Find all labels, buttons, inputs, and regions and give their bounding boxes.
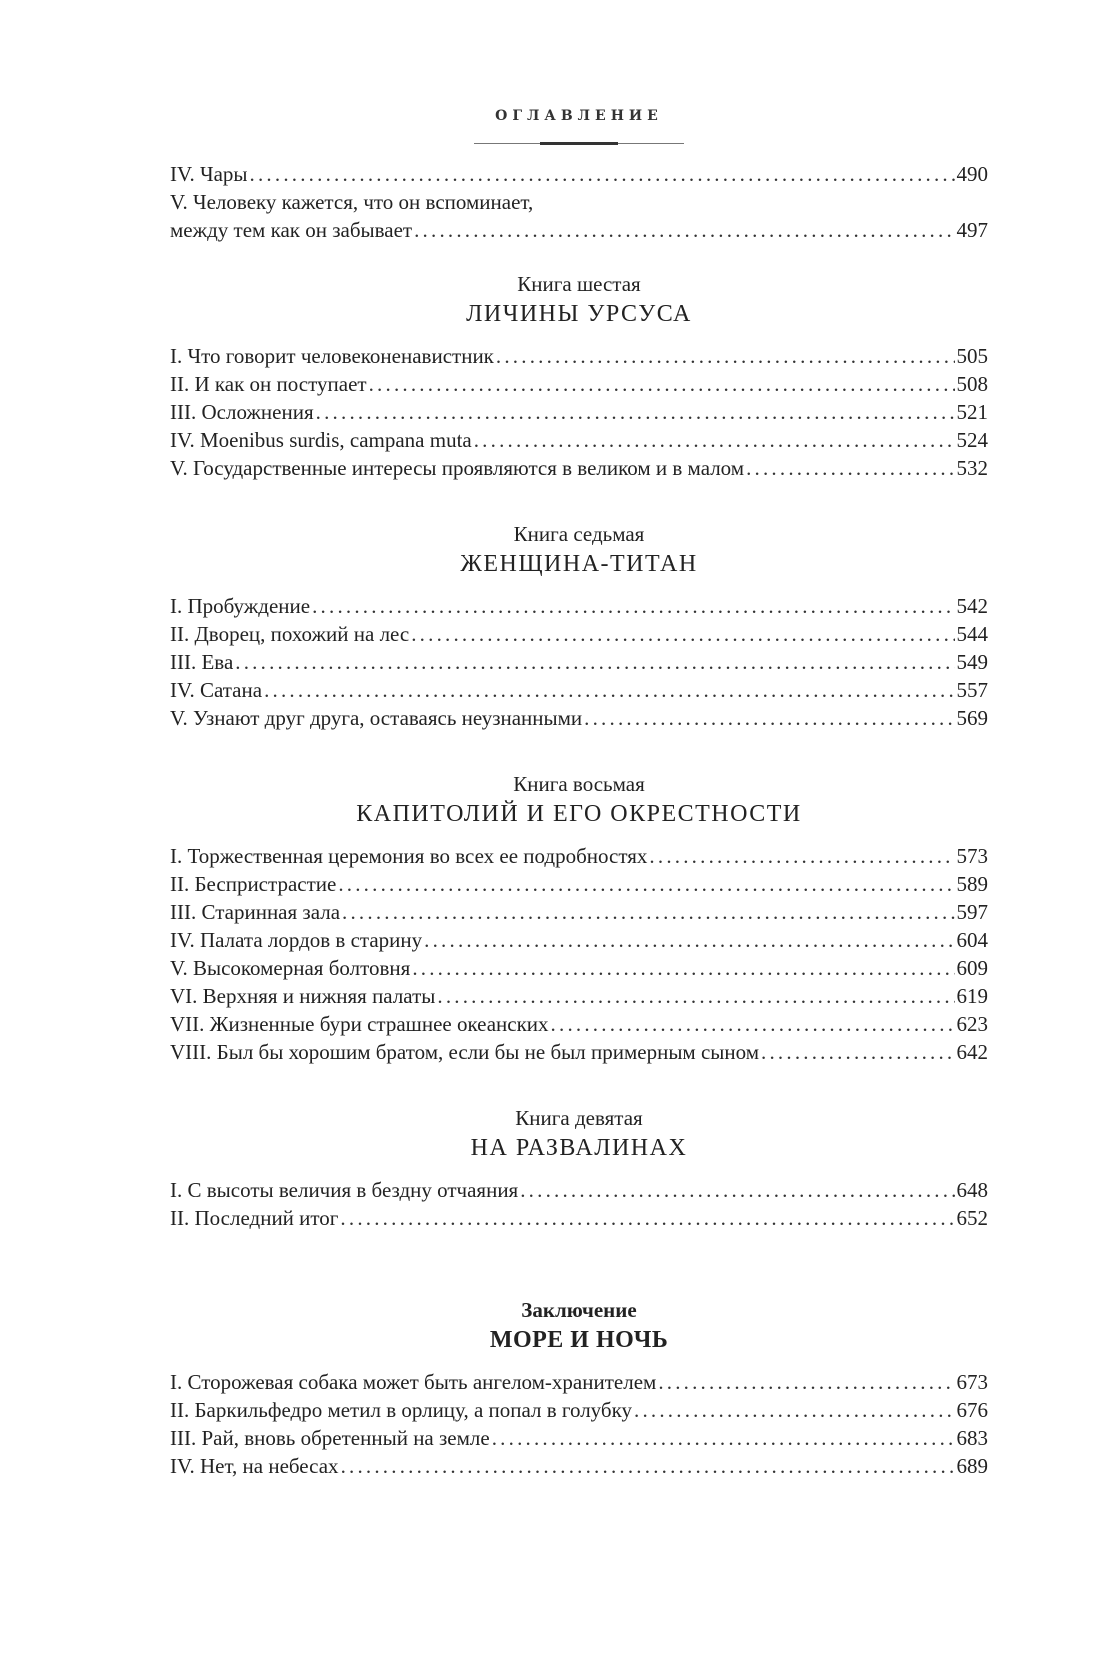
toc-entry[interactable]: [170, 454, 988, 482]
toc-entry[interactable]: [170, 1452, 988, 1480]
toc-entry-title: VII. Жизненные бури страшнее океанских: [170, 1012, 549, 1036]
toc-leader-dots: [414, 216, 954, 244]
toc-leader-dots: [338, 870, 954, 898]
toc-entry-title: IV. Чары: [170, 162, 248, 186]
toc-leader-dots: [437, 982, 954, 1010]
toc-entry-title: III. Осложнения: [170, 400, 314, 424]
book-name: КАПИТОЛИЙ И ЕГО ОКРЕСТНОСТИ: [356, 801, 802, 827]
toc-entry[interactable]: [170, 1204, 988, 1232]
toc-leader-dots: [264, 676, 954, 704]
toc-entry-title: I. Торжественная церемония во всех ее подробностях: [170, 844, 648, 868]
book-heading: [170, 270, 988, 330]
toc-leader-dots: [342, 898, 954, 926]
book-name: МОРЕ И НОЧЬ: [489, 1327, 669, 1353]
book-name: ЖЕНЩИНА-ТИТАН: [460, 551, 698, 577]
toc-entry-page: 497: [956, 218, 988, 242]
toc-entry[interactable]: [170, 870, 988, 898]
toc-leader-dots: [316, 398, 955, 426]
running-head: ОГЛАВЛЕНИЕ: [495, 108, 663, 124]
toc-entry[interactable]: [170, 1424, 988, 1452]
toc-leader-dots: [584, 704, 954, 732]
book-label: Книга шестая: [517, 272, 641, 296]
toc-continued-section: [170, 160, 988, 244]
toc-entry-page: 505: [956, 344, 988, 368]
toc-entry[interactable]: [170, 1176, 988, 1204]
book-label: Заключение: [521, 1298, 637, 1322]
toc-entry-page: 676: [956, 1398, 988, 1422]
toc-entry-title: IV. Сатана: [170, 678, 263, 702]
toc-entry-page: 597: [956, 900, 988, 924]
toc-leader-dots: [424, 926, 954, 954]
toc-entry-title: V. Узнают друг друга, оставаясь неузнанными: [170, 706, 583, 730]
toc-entry[interactable]: [170, 1038, 988, 1066]
toc-entry-page: 642: [956, 1040, 988, 1064]
toc-entry-title: II. Баркильфедро метил в орлицу, а попал в голубку: [170, 1398, 632, 1422]
toc-entry-page: 589: [956, 872, 988, 896]
toc-entry-page: 544: [956, 622, 988, 646]
toc-entry[interactable]: [170, 1368, 988, 1396]
toc-entry[interactable]: [170, 370, 988, 398]
book-heading: [170, 770, 988, 830]
toc-leader-dots: [340, 1204, 954, 1232]
toc-leader-dots: [492, 1424, 955, 1452]
toc-entry-title: III. Старинная зала: [170, 900, 341, 924]
toc-entry-title: II. Беспристрастие: [170, 872, 337, 896]
toc-entry-title: I. Сторожевая собака может быть ангелом-хранителем: [170, 1370, 657, 1394]
toc-entry-title: III. Ева: [170, 650, 234, 674]
running-head-rule-accent: [540, 142, 618, 145]
toc-entry[interactable]: [170, 926, 988, 954]
toc-entry-page: 604: [956, 928, 988, 952]
toc-entry-page: 673: [956, 1370, 988, 1394]
toc-entry-title: II. И как он поступает: [170, 372, 367, 396]
toc-entry[interactable]: [170, 160, 988, 188]
toc-leader-dots: [520, 1176, 954, 1204]
toc-entry-page: 573: [956, 844, 988, 868]
toc-entry-title: VI. Верхняя и нижняя палаты: [170, 984, 436, 1008]
toc-leader-dots: [235, 648, 954, 676]
book-label: Книга девятая: [515, 1106, 643, 1130]
toc-leader-dots: [634, 1396, 955, 1424]
toc-entry-page: 648: [956, 1178, 988, 1202]
toc-entry-title: I. Что говорит человеконенавистник: [170, 344, 494, 368]
toc-entry-page: 689: [956, 1454, 988, 1478]
toc-entry[interactable]: [170, 216, 988, 244]
toc-entry[interactable]: [170, 954, 988, 982]
toc-entry-title: IV. Moenibus surdis, campana muta: [170, 428, 472, 452]
toc-entry[interactable]: [170, 1010, 988, 1038]
book-heading: [170, 1104, 988, 1164]
toc-entry[interactable]: [170, 842, 988, 870]
toc-conclusion: [170, 1296, 988, 1480]
toc-entry-title: между тем как он забывает: [170, 218, 413, 242]
toc-entry[interactable]: [170, 676, 988, 704]
toc-leader-dots: [746, 454, 954, 482]
toc-leader-dots: [496, 342, 955, 370]
toc-leader-dots: [412, 954, 954, 982]
toc-entry[interactable]: [170, 342, 988, 370]
toc-entry-page: 652: [956, 1206, 988, 1230]
toc-entry[interactable]: [170, 620, 988, 648]
toc-leader-dots: [411, 620, 954, 648]
toc-book-8: [170, 770, 988, 1066]
toc-book-7: [170, 520, 988, 732]
toc-entry-page: 521: [956, 400, 988, 424]
toc-leader-dots: [761, 1038, 954, 1066]
toc-leader-dots: [658, 1368, 954, 1396]
toc-entry-page: 683: [956, 1426, 988, 1450]
toc-entry-page: 549: [956, 650, 988, 674]
toc-entry[interactable]: [170, 592, 988, 620]
toc-leader-dots: [649, 842, 954, 870]
toc-entry-title: II. Дворец, похожий на лес: [170, 622, 410, 646]
toc-entry[interactable]: [170, 898, 988, 926]
book-heading: [170, 1296, 988, 1356]
toc-leader-dots: [312, 592, 954, 620]
book-name: ЛИЧИНЫ УРСУСА: [466, 301, 692, 327]
toc-entry[interactable]: [170, 648, 988, 676]
toc-entry-title: IV. Нет, на небесах: [170, 1454, 339, 1478]
book-label: Книга восьмая: [513, 772, 645, 796]
toc-entry[interactable]: [170, 982, 988, 1010]
toc-entry[interactable]: [170, 704, 988, 732]
toc-entry[interactable]: [170, 398, 988, 426]
toc-entry-page: 569: [956, 706, 988, 730]
toc-entry-page: 532: [956, 456, 988, 480]
toc-entry-page: 524: [956, 428, 988, 452]
toc-entry-page: 623: [956, 1012, 988, 1036]
toc-entry-page: 609: [956, 956, 988, 980]
toc-entry[interactable]: [170, 426, 988, 454]
toc-leader-dots: [250, 160, 955, 188]
toc-entry-title: III. Рай, вновь обретенный на земле: [170, 1426, 490, 1450]
toc-entry-page: 508: [956, 372, 988, 396]
book-heading: [170, 520, 988, 580]
toc-entry-title: II. Последний итог: [170, 1206, 339, 1230]
toc-entry-title-line1: V. Человеку кажется, что он вспоминает,: [170, 190, 534, 214]
toc-leader-dots: [474, 426, 955, 454]
toc-leader-dots: [551, 1010, 955, 1038]
toc-entry-title: I. С высоты величия в бездну отчаяния: [170, 1178, 519, 1202]
toc-entry-page: 619: [956, 984, 988, 1008]
toc-entry-page: 542: [956, 594, 988, 618]
toc-entry-title: IV. Палата лордов в старину: [170, 928, 423, 952]
toc-entry-page: 490: [956, 162, 988, 186]
toc-entry-title: V. Государственные интересы проявляются в великом и в малом: [170, 456, 745, 480]
toc-entry-title: VIII. Был бы хорошим братом, если бы не был примерным сыном: [170, 1040, 760, 1064]
toc-book-9: [170, 1104, 988, 1232]
toc-entry-title: V. Высокомерная болтовня: [170, 956, 411, 980]
toc-book-6: [170, 270, 988, 482]
toc-leader-dots: [341, 1452, 955, 1480]
toc-entry-page: 557: [956, 678, 988, 702]
toc-leader-dots: [369, 370, 955, 398]
book-name: НА РАЗВАЛИНАХ: [470, 1135, 688, 1161]
toc-entry[interactable]: [170, 1396, 988, 1424]
book-label: Книга седьмая: [513, 522, 645, 546]
toc-entry-title: I. Пробуждение: [170, 594, 311, 618]
